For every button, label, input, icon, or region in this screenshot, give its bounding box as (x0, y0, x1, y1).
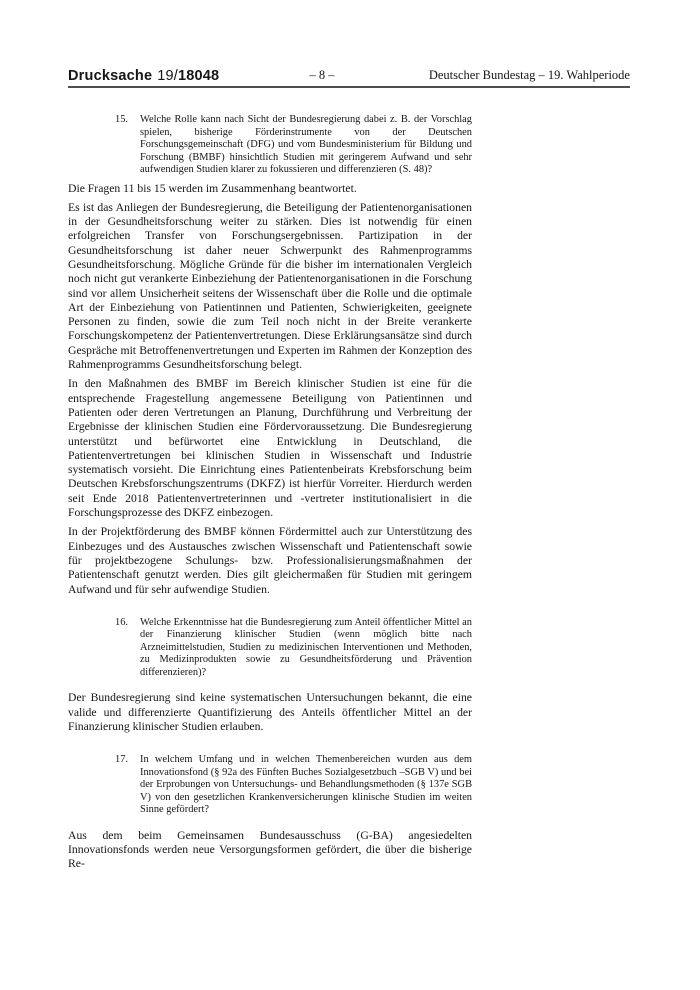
question-16-number: 16. (115, 616, 128, 628)
question-17-number: 17. (115, 754, 128, 766)
question-15-number: 15. (115, 114, 128, 125)
question-15-text: Welche Rolle kann nach Sicht der Bundesregierung dabei z. B. der Vorschlag spielen, bisherige Förderinstrumente von der Deutschen Forschungsgemeinschaft (DFG) und vom Bundesministerium für Bildung und Forschung (BMBF) hinsichtlich Studien mit geringerem Aufwand und sehr aufwendigen Studien klarer zu fokussieren und differenzieren (S. 48)? (140, 114, 472, 175)
answer-paragraph-project-funding: In der Projektförderung des BMBF können Fördermittel auch zur Unterstützung des Einbezuges und des Austausches zwischen Wissenschaft und Patientenschaft sowie für projektbezogene Schulungs- bzw. Professionalisierungsmaßnahmen der Patientenschaft genutzt werden. Dies gilt gleichermaßen für Studien mit geringem Aufwand und für sehr aufwendige Studien. (68, 525, 472, 596)
question-17-text: In welchem Umfang und in welchen Themenbereichen wurden aus dem Innovationsfond (§ 92a des Fünften Buches Sozialgesetzbuch –SGB V) und bei der Erprobungen von Untersuchungs- und Behandlungsmethoden (§ 137e SGB V) von den gesetzlichen Krankenversicherungen klinische Studien im weiten Sinne gefördert? (140, 754, 472, 816)
header-rule (68, 86, 630, 88)
page-header (68, 62, 630, 85)
page-number: – 8 – (309, 68, 335, 82)
question-15 (115, 114, 472, 177)
doc-label: Drucksache (68, 68, 153, 84)
doc-number-prefix: 19/ (157, 68, 178, 84)
question-17 (115, 754, 472, 817)
doc-number (68, 68, 219, 84)
answer-paragraph-patient-participation: Es ist das Anliegen der Bundesregierung, die Beteiligung der Patientenorganisationen in der Gesundheitsforschung weiter zu stärken. Dies ist notwendig für einen erfolgreichen Transfer von Forschungsergebnissen. Partizipation in der Gesundheitsforschung ist daher neuer Schwerpunkt des Rahmenprogramms Gesundheitsforschung. Mögliche Gründe für die bisher im internationalen Vergleich noch nicht gut verankerte Einbeziehung der Patientenorganisationen in die Forschung sind vor allem Unsicherheit seitens der Wissenschaft über die Rolle und die optimale Art der Einbeziehung von Patientinnen und Patienten, Schwierigkeiten, geeignete Personen zu finden, sowie die zum Teil noch nicht in der Breite verankerte Forschungskompetenz der Patientenvertretungen. Diese Erklärungsansätze sind durch Gespräche mit Betroffenenvertretungen und Experten im Rahmen der Konzeption des Rahmenprogramms Gesundheitsforschung belegt. (68, 200, 472, 372)
journal-title: Deutscher Bundestag – 19. Wahlperiode (428, 68, 630, 82)
answer-combined-note: Die Fragen 11 bis 15 werden im Zusammenhang beantwortet. (68, 181, 357, 195)
answer-paragraph-bmbf-measures: In den Maßnahmen des BMBF im Bereich klinischer Studien ist eine für die entsprechende Fragestellung angemessene Beteiligung von Patientinnen und Patienten oder deren Vertretungen an Planung, Durchführung und Verbreitung der Ergebnisse der klinischen Studien eine Fördervoraussetzung. Die Bundesregierung unterstützt und befürwortet eine Entwicklung in Deutschland, die Patientenvertretungen bei klinischen Studien in Wissenschaft und Industrie systematisch vorsieht. Die Einrichtung eines Patientenbeirats Krebsforschung beim Deutschen Krebsforschungszentrums (DKFZ) ist hierfür Vorreiter. Hierdurch werden seit Ende 2018 Patientenvertreterinnen und -vertreter institutionalisiert in die Forschungsprozesse des DKFZ einbezogen. (68, 377, 472, 520)
answer-paragraph-innovationsfonds: Aus dem beim Gemeinsamen Bundesausschuss (G-BA) angesiedelten Innovationsfonds werden neue Versorgungsformen gefördert, die über die bisherige Re- (68, 828, 472, 871)
question-16 (115, 617, 472, 680)
doc-number-value: 18048 (177, 68, 220, 84)
question-16-text: Welche Erkenntnisse hat die Bundesregierung zum Anteil öffentlicher Mittel an der Finanzierung klinischer Studien (wenn möglich bitte nach Arzneimittelstudien, Studien zu medizinischen Interventionen und Methoden, zu Medizinprodukten sowie zu Gesundheitsförderung und Prävention differenzieren)? (140, 616, 472, 678)
document-body (68, 114, 472, 872)
answer-paragraph-no-systematic-studies: Der Bundesregierung sind keine systematischen Untersuchungen bekannt, die eine valide und differenzierte Quantifizierung des Anteils öffentlicher Mittel an der Finanzierung klinischer Studien erlauben. (68, 691, 472, 733)
